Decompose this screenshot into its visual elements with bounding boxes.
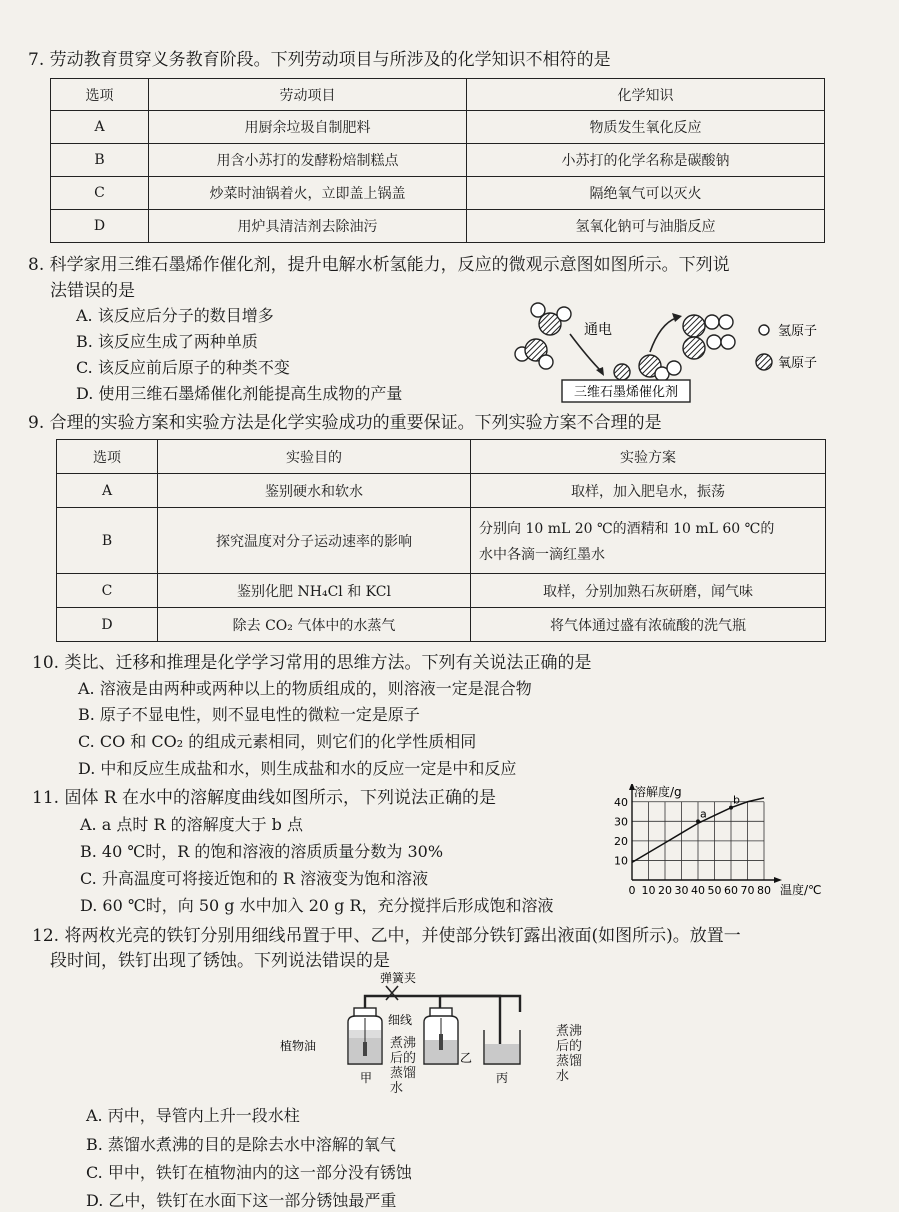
table-row (57, 474, 826, 508)
x-tick-label: 70 (740, 884, 755, 897)
table-cell: C (51, 177, 149, 210)
q11-option-d: D. 60 ℃时，向 50 g 水中加入 20 g R，充分搅拌后形成饱和溶液 (80, 896, 554, 915)
label-thread: 细线 (388, 1013, 413, 1027)
q7-table (50, 78, 825, 243)
bottle-yi (424, 1008, 458, 1064)
table-header-row (51, 79, 825, 111)
table-cell: A (57, 474, 158, 508)
cell-line: 水中各滴一滴红墨水 (479, 546, 605, 563)
table-cell: 取样，分别加熟石灰研磨，闻气味 (471, 574, 826, 608)
clip-icon (386, 986, 398, 1000)
x-tick-label: 60 (724, 884, 738, 897)
table-cell: 炒菜时油锅着火，立即盖上锅盖 (149, 177, 467, 210)
table-cell: A (51, 111, 149, 144)
x-tick-label: 10 (641, 884, 656, 897)
table-row (57, 608, 826, 642)
label-jia: 甲 (360, 1071, 373, 1085)
beaker-bing (484, 1030, 520, 1064)
legend-oxygen: 氧原子 (778, 356, 818, 371)
q12-option-c: C. 甲中，铁钉在植物油内的这一部分没有锈蚀 (86, 1163, 412, 1182)
label-boiled-water-right: 煮沸后的蒸馏水 (556, 1024, 583, 1084)
table-cell: D (57, 608, 158, 642)
q8-option-d: D. 使用三维石墨烯催化剂能提高生成物的产量 (76, 384, 403, 403)
table-cell: 用含小苏打的发酵粉焙制糕点 (149, 144, 467, 177)
q11-option-b: B. 40 ℃时，R 的饱和溶液的溶质质量分数为 30% (80, 842, 444, 861)
x-axis-label: 温度/℃ (780, 883, 822, 897)
electrolysis-label: 通电 (584, 322, 612, 338)
q10-stem: 10. 类比、迁移和推理是化学学习常用的思维方法。下列有关说法正确的是 (32, 653, 592, 673)
table-header: 实验目的 (158, 440, 471, 474)
x-tick-label: 50 (707, 884, 722, 897)
table-cell: B (57, 508, 158, 574)
q12-option-a: A. 丙中，导管内上升一段水柱 (86, 1106, 300, 1125)
q7-stem: 7. 劳动教育贯穿义务教育阶段。下列劳动项目与所涉及的化学知识不相符的是 (28, 50, 611, 70)
y-tick-label: 20 (614, 834, 628, 848)
table-cell: B (51, 144, 149, 177)
water-molecule (515, 339, 553, 369)
table-row (51, 144, 825, 177)
table-cell: 鉴别化肥 NH₄Cl 和 KCl (158, 574, 471, 608)
table-cell: 氢氧化钠可与油脂反应 (467, 210, 825, 243)
hydrogen-atom-icon (759, 325, 769, 335)
table-cell: 用厨余垃圾自制肥料 (149, 111, 467, 144)
y-axis-label: 溶解度/g (634, 785, 682, 799)
point-label-a: a (700, 807, 707, 821)
x-tick-label: 40 (691, 884, 705, 897)
q11-stem: 11. 固体 R 在水中的溶解度曲线如图所示，下列说法正确的是 (32, 788, 497, 808)
table-cell: 物质发生氧化反应 (467, 111, 825, 144)
oxygen-molecule (683, 315, 705, 337)
q8-molecule-diagram (510, 296, 870, 406)
legend-hydrogen: 氢原子 (778, 324, 818, 339)
q12-stem-line2: 段时间，铁钉出现了锈蚀。下列说法错误的是 (50, 951, 390, 971)
label-oil: 植物油 (280, 1039, 317, 1053)
table-cell: 小苏打的化学名称是碳酸钠 (467, 144, 825, 177)
q9-stem: 9. 合理的实验方案和实验方法是化学实验成功的重要保证。下列实验方案不合理的是 (28, 413, 662, 433)
q8-stem-line1: 8. 科学家用三维石墨烯作催化剂，提升电解水析氢能力，反应的微观示意图如图所示。下列说 (28, 255, 730, 275)
table-header: 化学知识 (467, 79, 825, 111)
q8-option-a: A. 该反应后分子的数目增多 (76, 306, 274, 325)
arrow-in (570, 334, 602, 372)
solubility-chart (600, 784, 890, 900)
table-cell: 隔绝氧气可以灭火 (467, 177, 825, 210)
q8-stem-line2: 法错误的是 (50, 281, 135, 301)
q12-option-d: D. 乙中，铁钉在水面下这一部分锈蚀最严重 (86, 1191, 397, 1210)
catalyst-label: 三维石墨烯催化剂 (573, 385, 679, 400)
q10-option-c: C. CO 和 CO₂ 的组成元素相同，则它们的化学性质相同 (78, 732, 477, 751)
water-molecule (531, 303, 571, 335)
q10-option-b: B. 原子不显电性，则不显电性的微粒一定是原子 (78, 705, 420, 724)
table-header: 实验方案 (471, 440, 826, 474)
table-header-row (57, 440, 826, 474)
label-clip: 弹簧夹 (380, 972, 417, 985)
oxygen-atom-icon (756, 354, 772, 370)
bottle-jia (348, 1008, 382, 1064)
q10-option-d: D. 中和反应生成盐和水，则生成盐和水的反应一定是中和反应 (78, 759, 517, 778)
table-cell: 除去 CO₂ 气体中的水蒸气 (158, 608, 471, 642)
q12-stem-line1: 12. 将两枚光亮的铁钉分别用细线吊置于甲、乙中，并使部分铁钉露出液面(如图所示)。放置一 (32, 926, 741, 946)
q8-option-c: C. 该反应前后原子的种类不变 (76, 358, 290, 377)
table-row (51, 210, 825, 243)
table-cell: 将气体通过盛有浓硫酸的洗气瓶 (471, 608, 826, 642)
q8-option-b: B. 该反应生成了两种单质 (76, 332, 258, 351)
arrow-out (650, 318, 676, 352)
table-cell: 取样，加入肥皂水，振荡 (471, 474, 826, 508)
table-header: 劳动项目 (149, 79, 467, 111)
table-cell: D (51, 210, 149, 243)
label-bing: 丙 (496, 1071, 509, 1085)
table-cell: C (57, 574, 158, 608)
q10-option-a: A. 溶液是由两种或两种以上的物质组成的，则溶液一定是混合物 (78, 679, 532, 698)
table-cell: 探究温度对分子运动速率的影响 (158, 508, 471, 574)
hydrogen-molecule (705, 315, 719, 329)
y-tick-label: 10 (614, 854, 628, 868)
q11-option-a: A. a 点时 R 的溶解度大于 b 点 (80, 815, 303, 834)
label-yi: 乙 (460, 1051, 473, 1065)
y-tick-label: 30 (614, 815, 628, 829)
table-cell: 用炉具清洁剂去除油污 (149, 210, 467, 243)
table-cell: 鉴别硬水和软水 (158, 474, 471, 508)
table-header: 选项 (51, 79, 149, 111)
x-tick-label: 80 (757, 884, 771, 897)
y-tick-label: 40 (614, 795, 628, 809)
cell-line: 分别向 10 mL 20 ℃的酒精和 10 mL 60 ℃的 (479, 520, 775, 537)
point-label-b: b (733, 793, 740, 807)
table-row (57, 574, 826, 608)
x-tick-label: 0 (628, 884, 636, 897)
q11-option-c: C. 升高温度可将接近饱和的 R 溶液变为饱和溶液 (80, 869, 429, 888)
x-tick-label: 20 (658, 884, 672, 897)
table-row (51, 111, 825, 144)
q12-option-b: B. 蒸馏水煮沸的目的是除去水中溶解的氧气 (86, 1135, 396, 1154)
table-row (51, 177, 825, 210)
table-row (57, 508, 826, 574)
label-boiled-water-left: 煮沸后的蒸馏水 (390, 1036, 417, 1096)
x-tick-label: 30 (674, 884, 689, 897)
rust-experiment-diagram (270, 972, 600, 1090)
table-cell (471, 508, 826, 574)
q9-table (56, 439, 826, 642)
table-header: 选项 (57, 440, 158, 474)
